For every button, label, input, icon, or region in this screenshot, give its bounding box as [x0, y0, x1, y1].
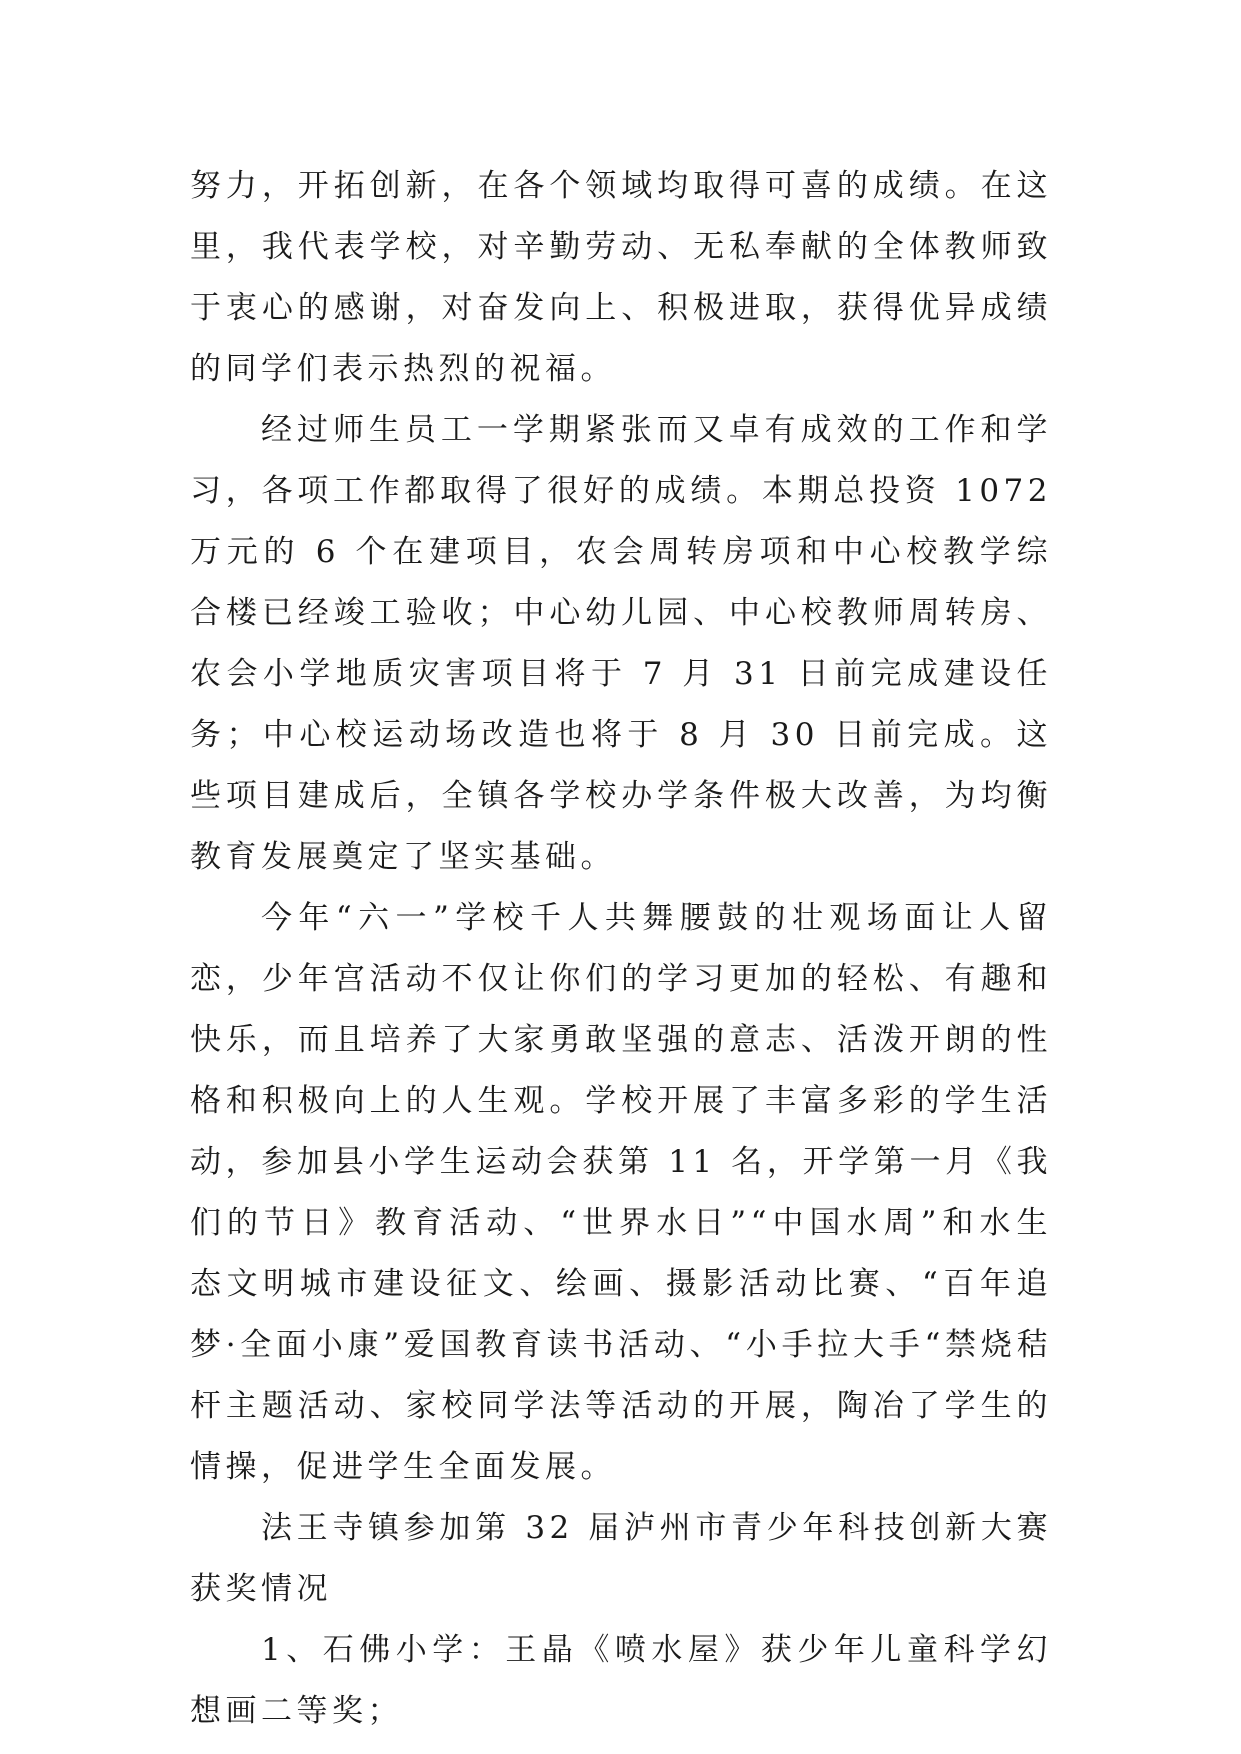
paragraph-award-heading: 法王寺镇参加第 32 届泸州市青少年科技创新大赛获奖情况	[190, 1510, 1052, 1607]
paragraph-continuation: 努力，开拓创新，在各个领域均取得可喜的成绩。在这里，我代表学校，对辛勤劳动、无私奉献的全体教师致于衷心的感谢，对奋发向上、积极进取，获得优异成绩的同学们表示热烈的祝福。	[190, 168, 1052, 387]
document-body	[190, 156, 1052, 1742]
paragraph-projects: 经过师生员工一学期紧张而又卓有成效的工作和学习，各项工作都取得了很好的成绩。本期总投资 1072 万元的 6 个在建项目，农会周转房项和中心校教学综合楼已经竣工验收；中心幼儿园、中心校教师周转房、农会小学地质灾害项目将于 7 月 31 日前完成建设任务；中心校运动场改造也将于 8 月 30 日前完成。这些项目建成后，全镇各学校办学条件极大改善，为均衡教育发展奠定了坚实基础。	[190, 412, 1052, 875]
paragraph-award-item-1: 1、石佛小学：王晶《喷水屋》获少年儿童科学幻想画二等奖；	[190, 1632, 1052, 1729]
paragraph-activities: 今年“六一”学校千人共舞腰鼓的壮观场面让人留恋，少年宫活动不仅让你们的学习更加的轻松、有趣和快乐，而且培养了大家勇敢坚强的意志、活泼开朗的性格和积极向上的人生观。学校开展了丰富多彩的学生活动，参加县小学生运动会获第 11 名，开学第一月《我们的节日》教育活动、“世界水日”“中国水周”和水生态文明城市建设征文、绘画、摄影活动比赛、“百年追梦·全面小康”爱国教育读书活动、“小手拉大手“禁烧秸杆主题活动、家校同学法等活动的开展，陶冶了学生的情操，促进学生全面发展。	[190, 900, 1052, 1485]
